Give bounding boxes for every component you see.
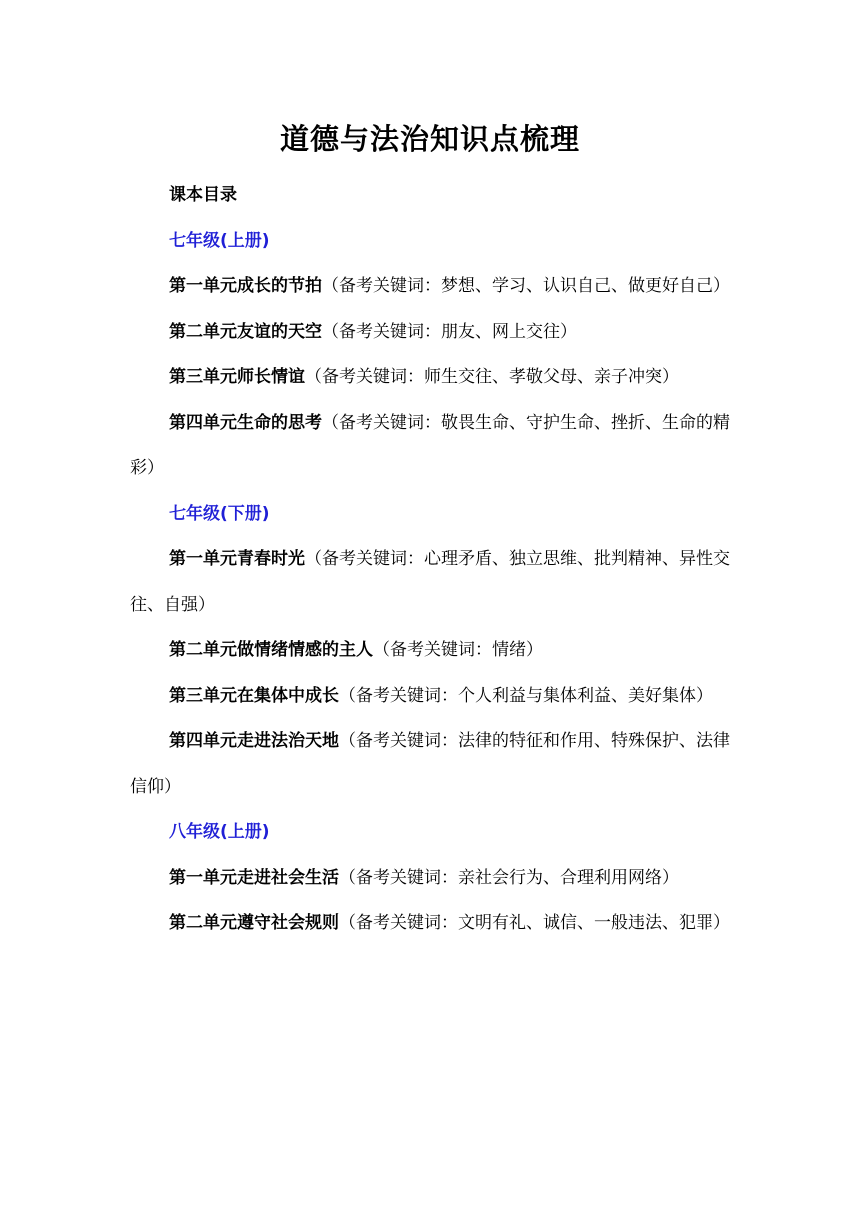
unit-keywords: （备考关键词：法律的特征和作用、特殊保护、法律信仰） — [130, 731, 730, 797]
unit-keywords: （备考关键词：梦想、学习、认识自己、做更好自己） — [322, 276, 730, 296]
unit-name: 第三单元在集体中成长 — [169, 685, 339, 706]
unit-name: 第二单元遵守社会规则 — [169, 913, 339, 933]
unit-name: 第三单元师长情谊 — [169, 367, 305, 387]
unit-name: 第四单元走进法治天地 — [169, 731, 339, 751]
unit-name: 第四单元生命的思考 — [169, 412, 322, 433]
unit-entry — [130, 901, 730, 947]
unit-entry — [130, 537, 730, 628]
unit-name: 第二单元友谊的天空 — [169, 321, 322, 342]
unit-entry — [130, 856, 730, 902]
unit-keywords: （备考关键词：个人利益与集体利益、美好集体） — [339, 685, 713, 706]
unit-keywords: （备考关键词：文明有礼、诚信、一般违法、犯罪） — [339, 913, 730, 933]
unit-name: 第一单元青春时光 — [169, 549, 305, 569]
unit-keywords: （备考关键词：朋友、网上交往） — [322, 321, 577, 342]
unit-entry — [130, 264, 730, 310]
unit-entry — [130, 355, 730, 401]
unit-name: 第一单元走进社会生活 — [169, 867, 339, 888]
unit-entry — [130, 674, 730, 720]
unit-keywords: （备考关键词：情绪） — [373, 640, 543, 660]
unit-name: 第二单元做情绪情感的主人 — [169, 640, 373, 660]
unit-keywords: （备考关键词：心理矛盾、独立思维、批判精神、异性交往、自强） — [130, 549, 730, 615]
unit-keywords: （备考关键词：亲社会行为、合理利用网络） — [339, 867, 679, 888]
unit-name: 第一单元成长的节拍 — [169, 276, 322, 296]
unit-entry — [130, 310, 730, 356]
unit-entry — [130, 401, 730, 492]
unit-entry — [130, 719, 730, 810]
unit-keywords: （备考关键词：师生交往、孝敬父母、亲子冲突） — [305, 367, 679, 387]
unit-keywords: （备考关键词：敬畏生命、守护生命、挫折、生命的精彩） — [130, 412, 730, 478]
toc-heading: 课本目录 — [169, 185, 237, 205]
grade-heading-7-upper: 七年级(上册) — [169, 230, 270, 251]
document-title: 道德与法治知识点梳理 — [279, 122, 580, 156]
document-body — [130, 173, 730, 947]
unit-entry — [130, 628, 730, 674]
grade-heading-8-upper: 八年级(上册) — [169, 822, 270, 842]
grade-heading-7-lower: 七年级(下册) — [169, 503, 270, 524]
